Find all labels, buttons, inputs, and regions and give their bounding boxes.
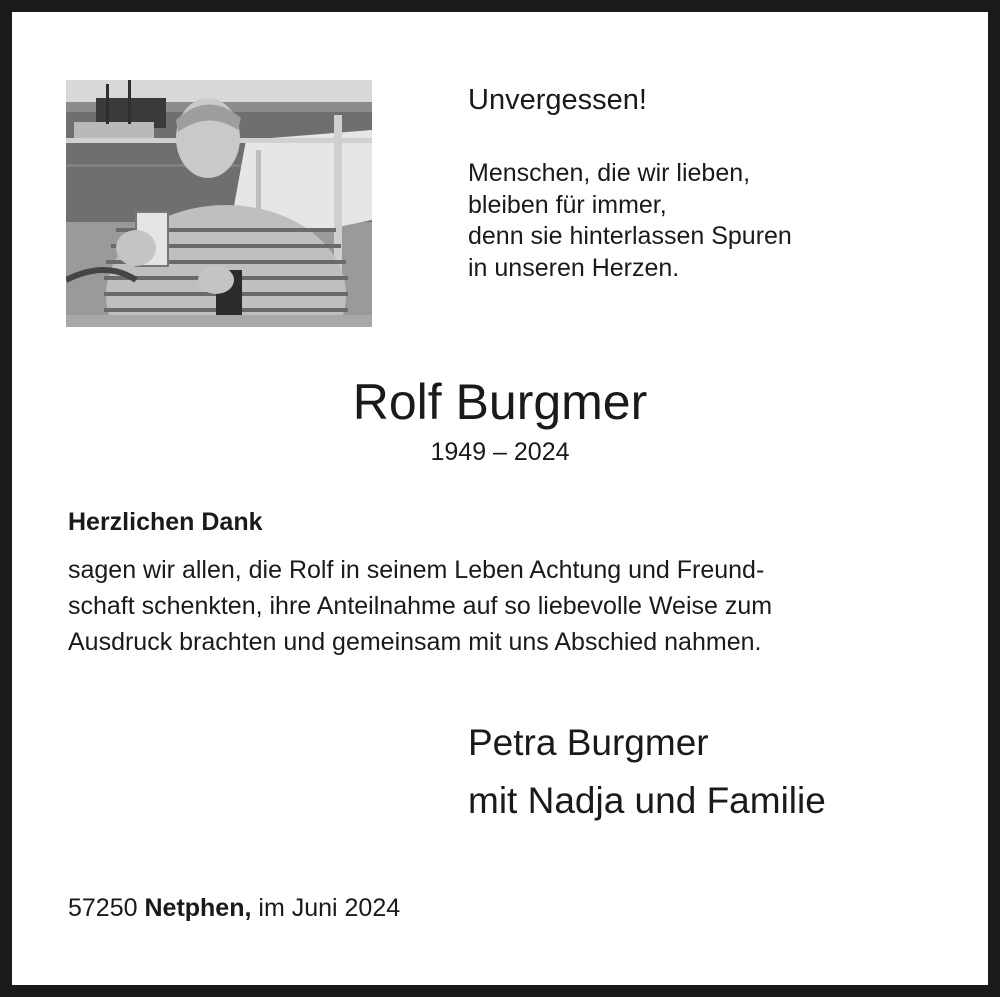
portrait-photo-illustration xyxy=(66,80,372,327)
thanks-line: schaft schenkten, ihre Anteilnahme auf so liebevolle Weise zum xyxy=(68,592,773,620)
life-dates: 1949 – 2024 xyxy=(430,438,570,466)
verse-line: bleiben für immer, xyxy=(468,190,667,219)
postal-code: 57250 xyxy=(68,894,138,922)
place-date-line xyxy=(68,892,400,924)
thanks-line: sagen wir allen, die Rolf in seinem Leben Achtung und Freund- xyxy=(68,556,765,584)
signature-line: mit Nadja und Familie xyxy=(468,780,826,821)
verse-line: in unseren Herzen. xyxy=(468,253,680,282)
thanks-heading: Herzlichen Dank xyxy=(68,508,263,536)
signature-line: Petra Burgmer xyxy=(468,722,709,763)
portrait-photo xyxy=(66,80,372,327)
memorial-verse xyxy=(468,158,792,284)
deceased-name: Rolf Burgmer xyxy=(352,374,648,430)
motto-title: Unvergessen! xyxy=(468,84,647,116)
town-name: Netphen, xyxy=(144,894,252,922)
verse-line: Menschen, die wir lieben, xyxy=(468,159,751,187)
thanks-body xyxy=(68,552,772,660)
date-text: im Juni 2024 xyxy=(258,894,401,922)
verse-line: denn sie hinterlassen Spuren xyxy=(468,222,792,250)
thanks-line: Ausdruck brachten und gemeinsam mit uns Abschied nahmen. xyxy=(68,628,762,656)
signature-block xyxy=(468,714,826,830)
